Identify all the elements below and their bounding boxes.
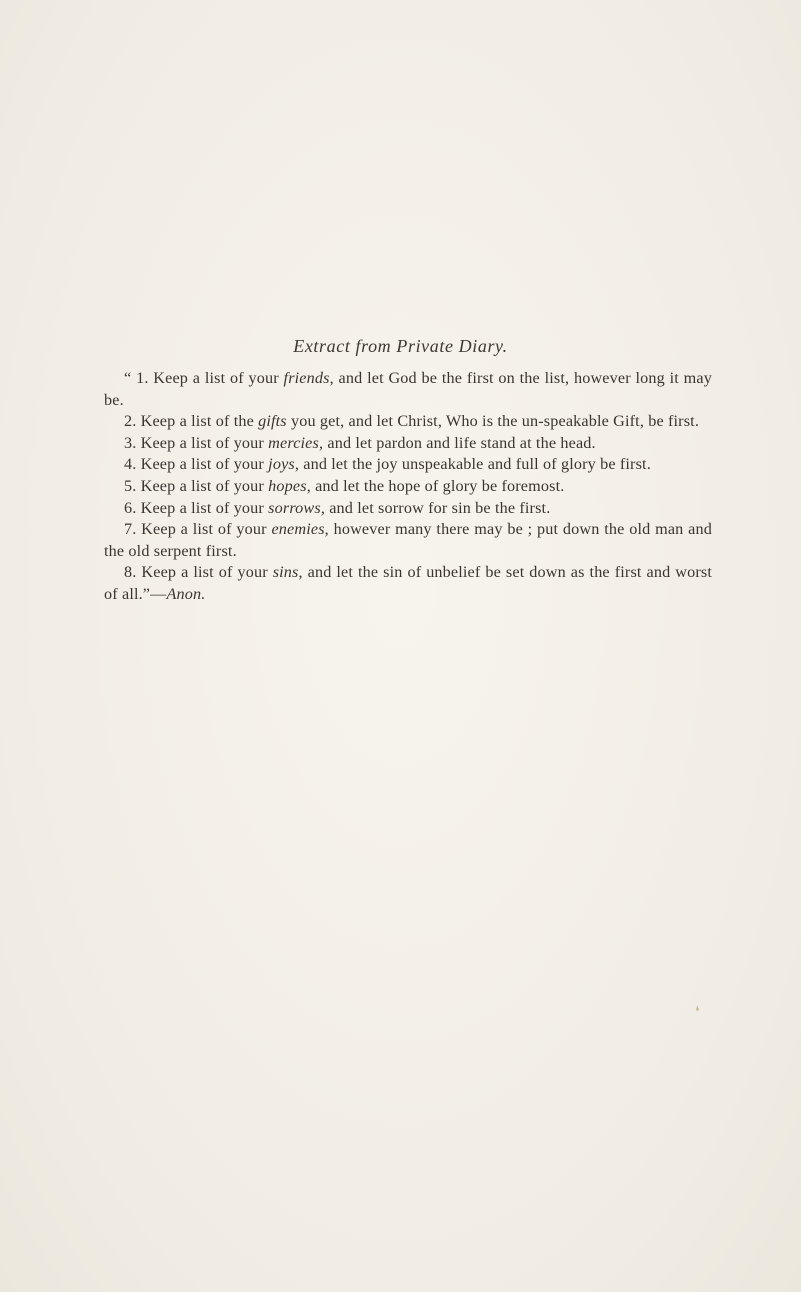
item-text: , and let sorrow for sin be the first. (320, 498, 551, 517)
item-text: 2. Keep a list of the (124, 412, 259, 431)
item-text: 7. Keep a list of your (124, 520, 272, 539)
diary-extract (104, 368, 712, 606)
list-item (104, 498, 712, 520)
item-text: , and let the hope of glory be foremost. (306, 476, 565, 495)
item-text: 6. Keep a list of your (124, 498, 269, 517)
item-keyword: gifts (258, 412, 287, 431)
list-item (104, 433, 712, 455)
item-text: 5. Keep a list of your (124, 476, 269, 495)
list-item (104, 476, 712, 498)
item-keyword: mercies (268, 433, 319, 452)
item-text: 4. Keep a list of your (124, 455, 269, 474)
item-keyword: sorrows (268, 498, 321, 517)
list-item (104, 411, 712, 433)
item-keyword: joys (268, 455, 295, 474)
item-text: , and let the joy unspeakable and full of glory be first. (294, 455, 651, 474)
item-text: “ 1. Keep a list of your (124, 369, 284, 387)
list-item (104, 368, 712, 411)
item-keyword: sins (272, 563, 299, 582)
item-text: 3. Keep a list of your (124, 433, 269, 452)
ink-smudge: ❛ (695, 1005, 700, 1020)
list-item (104, 454, 712, 476)
item-keyword: hopes (268, 476, 307, 495)
item-text: , and let God be the first on the list, however long it may be. (104, 369, 712, 409)
attribution: Anon. (166, 584, 206, 603)
item-keyword: enemies (271, 520, 325, 539)
item-text: , however many there may be ; put down the old man and the old serpent first. (104, 520, 712, 560)
item-text: you get, and let Christ, Who is the un-speakable Gift, be first. (286, 412, 700, 431)
item-text: , and let the sin of unbelief be set down as the first and worst of all.”— (104, 563, 712, 603)
list-item (104, 562, 712, 605)
item-text: , and let pardon and life stand at the head. (318, 433, 596, 452)
item-keyword: friends (283, 369, 330, 387)
item-text: 8. Keep a list of your (124, 563, 273, 582)
page-title: Extract from Private Diary. (293, 336, 508, 356)
list-item (104, 519, 712, 562)
